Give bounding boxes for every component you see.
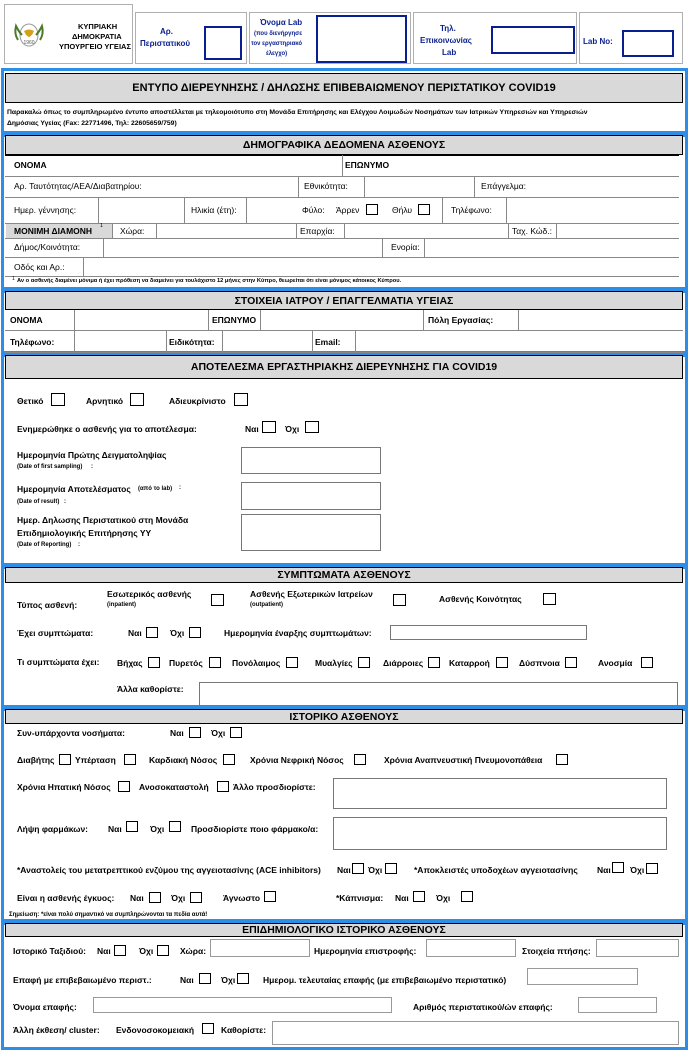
- lab-no-label: Lab No:: [583, 37, 613, 46]
- last-contact-field[interactable]: [527, 968, 638, 985]
- symptom-cough-label: Βήχας: [117, 658, 143, 668]
- community-label: Ασθενής Κοινότητας: [439, 594, 522, 604]
- demo-postcode-label: Ταχ. Κώδ.:: [512, 226, 553, 236]
- contact-no-label: Όχι: [221, 975, 236, 985]
- liver-checkbox[interactable]: [118, 781, 130, 792]
- demo-name-label: ΟΝΟΜΑ: [14, 160, 47, 170]
- immuno-label: Ανοσοκαταστολή: [139, 782, 209, 792]
- flight-field[interactable]: [596, 939, 679, 957]
- fever-checkbox[interactable]: [209, 657, 221, 668]
- symptom-diarrhea-label: Διάρροιες: [383, 658, 424, 668]
- pregnant-no-label: Όχι: [171, 893, 186, 903]
- resp-label: Χρόνια Αναπνευστική Πνευμονοπάθεια: [384, 755, 543, 765]
- travel-country-field[interactable]: [210, 939, 310, 957]
- meds-yes-label: Ναι: [108, 824, 122, 834]
- colon: :: [91, 464, 93, 470]
- other-symptoms-field[interactable]: [199, 682, 678, 706]
- contact-yes-label: Ναι: [180, 975, 194, 985]
- informed-no-checkbox[interactable]: [305, 421, 319, 433]
- demo-dob-label: Ημερ. γέννησης:: [14, 205, 77, 215]
- smoking-yes-label: Ναι: [395, 893, 409, 903]
- male-checkbox[interactable]: [366, 204, 378, 215]
- travel-no-checkbox[interactable]: [157, 945, 169, 956]
- ace-yes-checkbox[interactable]: [352, 863, 364, 874]
- result-date-label: Ημερομηνία Αποτελέσματος: [17, 484, 131, 494]
- coat-of-arms-icon: [10, 18, 48, 52]
- header: [0, 0, 689, 68]
- rule: [355, 330, 356, 352]
- smoking-no-label: Όχι: [436, 893, 451, 903]
- negative-checkbox[interactable]: [130, 393, 144, 406]
- meds-spec-label: Προσδιορίστε ποιο φάρμακο/α:: [191, 824, 319, 834]
- epi-title: ΕΠΙΔΗΜΙΟΛΟΓΙΚΟ ΙΣΤΟΡΙΚΟ ΑΣΘΕΝΟΥΣ: [5, 923, 683, 937]
- other-disease-field[interactable]: [333, 778, 667, 809]
- demo-district-label: Επαρχία:: [300, 226, 335, 236]
- nosocomial-checkbox[interactable]: [202, 1023, 214, 1034]
- pregnant-unknown-label: Άγνωστο: [223, 893, 261, 903]
- lab-name-label-2: (που διενήργησε: [254, 31, 303, 37]
- doctor-city-label: Πόλη Εργασίας:: [428, 315, 494, 325]
- demo-title: ΔΗΜΟΓΡΑΦΙΚΑ ΔΕΔΟΜΕΝΑ ΑΣΘΕΝΟΥΣ: [5, 135, 683, 155]
- symptom-anosmia-label: Ανοσμία: [598, 658, 633, 668]
- svg-text:1960: 1960: [23, 40, 35, 46]
- meds-no-label: Όχι: [150, 824, 165, 834]
- meds-no-checkbox[interactable]: [169, 821, 181, 832]
- doctor-title: ΣΤΟΙΧΕΙΑ ΙΑΤΡΟΥ / ΕΠΑΓΓΕΛΜΑΤΙΑ ΥΓΕΙΑΣ: [5, 291, 683, 310]
- rule: [506, 197, 507, 223]
- demo-residence-label: ΜΟΝΙΜΗ ΔΙΑΜΟΝΗ: [14, 226, 93, 236]
- symptom-rhinorrhea-label: Καταρροή: [449, 658, 490, 668]
- smoking-label: *Κάπνισμα:: [336, 893, 384, 903]
- inpatient-checkbox[interactable]: [211, 594, 224, 606]
- demo-age-label: Ηλικία (έτη):: [191, 205, 237, 215]
- report-date-label-1: Ημερ. Δηλωσης Περιστατικού στη Μονάδα: [17, 515, 189, 525]
- sampling-date-label: Ημερομηνία Πρώτης Δειγματοληψίας: [17, 450, 167, 460]
- comorb-no-label: Όχι: [211, 728, 226, 738]
- demo-surname-label: ΕΠΩΝΥΜΟ: [345, 160, 390, 170]
- rule: [166, 330, 167, 352]
- demo-sex-label: Φύλο:: [302, 205, 325, 215]
- has-symptoms-yes-checkbox[interactable]: [146, 627, 158, 638]
- lab-title: ΑΠΟΤΕΛΕΣΜΑ ΕΡΓΑΣΤΗΡΙΑΚΗΣ ΔΙΕΡΕΥΝΗΣΗΣ ΓΙΑ COVID19: [5, 355, 683, 379]
- rule: [5, 330, 683, 331]
- rule: [5, 176, 679, 177]
- smoking-yes-checkbox[interactable]: [413, 891, 425, 902]
- diarrhea-checkbox[interactable]: [428, 657, 440, 668]
- lab-no-field[interactable]: [622, 30, 674, 57]
- positive-checkbox[interactable]: [51, 393, 65, 406]
- pregnant-unknown-checkbox[interactable]: [264, 891, 276, 902]
- rule: [382, 238, 383, 257]
- sampling-date-en: (Date of first sampling): [17, 464, 83, 470]
- report-date-en: (Date of Reporting): [17, 542, 72, 548]
- anosmia-checkbox[interactable]: [641, 657, 653, 668]
- instructions-line-2: Δημόσιας Υγείας (Fax: 22771496, Τηλ: 22605659/759): [7, 120, 177, 127]
- lab-phone-label-2: Επικοινωνίας: [420, 36, 472, 45]
- rule: [442, 197, 443, 223]
- smoking-no-checkbox[interactable]: [461, 891, 473, 902]
- contact-case-label: Αριθμός περιστατικού/ών επαφής:: [413, 1002, 553, 1012]
- ace-no-label: Όχι: [368, 865, 383, 875]
- rule: [556, 223, 557, 238]
- colon: :: [78, 542, 80, 548]
- comorb-label: Συν-υπάρχοντα νοσήματα:: [17, 728, 125, 738]
- comorb-yes-checkbox[interactable]: [189, 727, 201, 738]
- instructions-line-1: Παρακαλώ όπως το συμπληρωμένο έντυπο αποστέλλεται με τηλεομοιότυπο στη Μονάδα Επιτήρησης και Ελέγχου Λοιμωδών Νοσημάτων των Ιατρικών Υπηρεσιών και Υπηρεσιών: [7, 109, 588, 116]
- demo-occupation-label: Επάγγελμα:: [481, 181, 527, 191]
- lab-name-label-4: έλεγχο): [266, 51, 288, 57]
- lab-name-label-1: Όνομα Lab: [260, 18, 303, 27]
- report-date-label-2: Επιδημιολογικής Επιτήρησης ΥΥ: [17, 528, 152, 538]
- arb-yes-checkbox[interactable]: [612, 862, 624, 873]
- ace-no-checkbox[interactable]: [385, 863, 397, 874]
- specify-label: Καθορίστε:: [221, 1025, 267, 1035]
- renal-checkbox[interactable]: [354, 754, 366, 765]
- rule: [74, 310, 75, 352]
- travel-label: Ιστορικό Ταξιδιού:: [13, 946, 86, 956]
- doctor-phone-label: Τηλέφωνο:: [10, 337, 55, 347]
- meds-yes-checkbox[interactable]: [126, 821, 138, 832]
- other-disease-label: Άλλο προσδιορίστε:: [233, 782, 316, 792]
- informed-label: Ενημερώθηκε ο ασθενής για το αποτέλεσμα:: [17, 424, 197, 434]
- rule: [83, 257, 84, 276]
- demo-municipality-label: Δήμος/Κοινότητα:: [14, 242, 81, 252]
- symptoms-title: ΣΥΜΠΤΩΜΑΤΑ ΑΣΘΕΝΟΥΣ: [5, 567, 683, 583]
- rule: [208, 310, 209, 330]
- case-no-field[interactable]: [204, 26, 242, 60]
- lab-phone-field[interactable]: [491, 26, 575, 54]
- inpatient-label: Εσωτερικός ασθενής: [107, 589, 192, 599]
- which-symptoms-label: Τι συμπτώματα έχει:: [17, 657, 100, 667]
- outpatient-checkbox[interactable]: [393, 594, 406, 606]
- rule: [112, 223, 113, 238]
- result-date-paren: (από το lab): [138, 486, 173, 492]
- contact-name-label: Όνομα επαφής:: [13, 1002, 77, 1012]
- cough-checkbox[interactable]: [148, 657, 160, 668]
- rule: [5, 352, 683, 353]
- doctor-email-label: Email:: [315, 337, 341, 347]
- arb-no-label: Όχι: [630, 865, 645, 875]
- rule: [474, 176, 475, 197]
- demo-footnote: Αν ο ασθενής διαμένει μόνιμα ή έχει πρόθεση να διαμείνει για τουλάχιστο 12 μήνες στην Κύπρο, θεωρείται ότι είναι μόνιμος κάτοικος Κύπρου.: [17, 278, 402, 284]
- rule: [298, 176, 299, 197]
- org-line-3: ΥΠΟΥΡΓΕΙΟ ΥΓΕΙΑΣ: [59, 42, 131, 51]
- lab-name-field[interactable]: [316, 15, 407, 63]
- rule: [5, 257, 679, 258]
- inpatient-en: (inpatient): [107, 602, 136, 608]
- has-symptoms-yes-label: Ναι: [128, 628, 142, 638]
- rule: [98, 197, 99, 223]
- specify-field[interactable]: [272, 1021, 679, 1045]
- pregnant-yes-label: Ναι: [130, 893, 144, 903]
- female-checkbox[interactable]: [418, 204, 430, 215]
- outpatient-label: Ασθενής Εξωτερικών Ιατρείων: [250, 589, 373, 599]
- case-no-label-1: Αρ.: [160, 27, 173, 36]
- informed-yes-label: Ναι: [245, 424, 259, 434]
- symptom-fever-label: Πυρετός: [169, 658, 203, 668]
- nosocomial-label: Ενδονοσοκομειακή: [116, 1025, 195, 1035]
- pregnant-yes-checkbox[interactable]: [149, 892, 161, 903]
- footnote-num: 1: [12, 276, 15, 282]
- hypertension-checkbox[interactable]: [124, 754, 136, 765]
- contact-case-field[interactable]: [578, 997, 657, 1013]
- demo-id-label: Αρ. Ταυτότητας/ΑΕΑ/Διαβατηρίου:: [14, 181, 142, 191]
- history-note: Σημείωση: *είναι πολύ σημαντικό να συμπληρώνονται τα πεδία αυτά!: [9, 912, 208, 918]
- arb-no-checkbox[interactable]: [646, 863, 658, 874]
- rule: [344, 223, 345, 238]
- rule: [342, 155, 343, 176]
- residence-sup: 1: [100, 223, 104, 229]
- colon: :: [179, 485, 181, 491]
- symptom-dyspnea-label: Δύσπνοια: [519, 658, 560, 668]
- positive-label: Θετικό: [17, 396, 44, 406]
- demo-country-label: Χώρα:: [120, 226, 145, 236]
- doctor-specialty-label: Ειδικότητα:: [169, 337, 215, 347]
- rule: [296, 223, 297, 238]
- unclear-label: Αδιευκρίνιστο: [169, 396, 226, 406]
- demo-female-label: Θήλυ: [392, 205, 413, 215]
- doctor-surname-label: ΕΠΩΝΥΜΟ: [212, 315, 257, 325]
- sampling-date-field[interactable]: [241, 447, 381, 474]
- ace-label: *Αναστολείς του μετατρεπτικού ενζύμου της αγγειοτασίνης (ACE inhibitors): [17, 865, 321, 875]
- form-title: ΕΝΤΥΠΟ ΔΙΕΡΕΥΝΗΣΗΣ / ΔΗΛΩΣΗΣ ΕΠΙΒΕΒΑΙΩΜΕΝΟΥ ΠΕΡΙΣΤΑΤΙΚΟΥ COVID19: [5, 73, 683, 103]
- history-frame: [1, 708, 688, 922]
- cardiac-label: Καρδιακή Νόσος: [149, 755, 218, 765]
- resp-checkbox[interactable]: [556, 754, 568, 765]
- history-title: ΙΣΤΟΡΙΚΟ ΑΣΘΕΝΟΥΣ: [5, 709, 683, 724]
- contact-yes-checkbox[interactable]: [199, 973, 211, 984]
- comorb-yes-label: Ναι: [170, 728, 184, 738]
- renal-label: Χρόνια Νεφρική Νόσος: [250, 755, 344, 765]
- travel-country-label: Χώρα:: [180, 946, 207, 956]
- rule: [222, 330, 223, 352]
- negative-label: Αρνητικό: [86, 396, 124, 406]
- outpatient-en: (outpatient): [250, 602, 283, 608]
- contact-no-checkbox[interactable]: [237, 973, 249, 984]
- onset-field[interactable]: [390, 625, 587, 640]
- rule: [423, 310, 424, 330]
- last-contact-label: Ημερομ. τελευταίας επαφής (με επιβεβαιωμένο περιστατικό): [263, 975, 507, 985]
- rule: [246, 197, 247, 223]
- other-symptoms-label: Άλλα καθορίστε:: [117, 684, 184, 694]
- demo-street-label: Οδός και Αρ.:: [14, 262, 65, 272]
- result-date-en: (Date of result): [17, 499, 60, 505]
- travel-yes-label: Ναι: [97, 946, 111, 956]
- community-checkbox[interactable]: [543, 593, 556, 605]
- org-line-1: ΚΥΠΡΙΑΚΗ: [78, 22, 118, 31]
- return-date-field[interactable]: [426, 939, 516, 957]
- unclear-checkbox[interactable]: [234, 393, 248, 406]
- has-symptoms-label: Έχει συμπτώματα:: [17, 628, 94, 638]
- result-date-field[interactable]: [241, 482, 381, 510]
- informed-yes-checkbox[interactable]: [262, 421, 276, 433]
- pregnant-no-checkbox[interactable]: [190, 892, 202, 903]
- report-date-field[interactable]: [241, 514, 381, 551]
- demo-parish-label: Ενορία:: [391, 242, 420, 252]
- travel-no-label: Όχι: [139, 946, 154, 956]
- symptom-myalgia-label: Μυαλγίες: [315, 658, 353, 668]
- rule: [518, 310, 519, 330]
- rule: [5, 238, 679, 239]
- has-symptoms-no-checkbox[interactable]: [189, 627, 201, 638]
- demo-phone-label: Τηλέφωνο:: [451, 205, 492, 215]
- lab-name-label-3: τον εργαστηριακό: [251, 41, 303, 47]
- arb-label: *Αποκλειστές υποδοχέων αγγειοτασίνης: [414, 865, 578, 875]
- myalgia-checkbox[interactable]: [358, 657, 370, 668]
- rule: [424, 238, 425, 257]
- lab-phone-label-1: Τηλ.: [440, 24, 456, 33]
- rule: [156, 223, 157, 238]
- contact-label: Επαφή με επιβεβαιωμένο περιστ.:: [13, 975, 152, 985]
- cardiac-checkbox[interactable]: [223, 754, 235, 765]
- travel-yes-checkbox[interactable]: [114, 945, 126, 956]
- patient-type-label: Τύπος ασθενή:: [17, 600, 78, 610]
- has-symptoms-no-label: Όχι: [170, 628, 185, 638]
- demo-male-label: Άρρεν: [336, 205, 360, 215]
- ace-yes-label: Ναι: [337, 865, 351, 875]
- case-no-label-2: Περιστατικού: [140, 39, 191, 48]
- rule: [5, 197, 679, 198]
- diabetes-checkbox[interactable]: [59, 754, 71, 765]
- rule: [364, 176, 365, 197]
- immuno-checkbox[interactable]: [217, 781, 229, 792]
- arb-yes-label: Ναι: [597, 865, 611, 875]
- symptom-sore-throat-label: Πονόλαιμος: [232, 658, 281, 668]
- org-line-2: ΔΗΜΟΚΡΑΤΙΑ: [72, 32, 122, 41]
- pregnant-label: Είναι η ασθενής έγκυος:: [17, 893, 115, 903]
- liver-label: Χρόνια Ηπατική Νόσος: [17, 782, 111, 792]
- diabetes-label: Διαβήτης: [17, 755, 55, 765]
- cluster-label: Άλλη έκθεση/ cluster:: [13, 1025, 100, 1035]
- hypertension-label: Υπέρταση: [75, 755, 116, 765]
- rule: [184, 197, 185, 223]
- meds-label: Λήψη φαρμάκων:: [17, 824, 89, 834]
- meds-spec-field[interactable]: [333, 817, 667, 850]
- rule: [260, 310, 261, 330]
- contact-name-field[interactable]: [93, 997, 392, 1013]
- comorb-no-checkbox[interactable]: [230, 727, 242, 738]
- informed-no-label: Όχι: [285, 424, 300, 434]
- rule: [103, 238, 104, 257]
- rule: [5, 276, 679, 277]
- demo-nationality-label: Εθνικότητα:: [304, 181, 348, 191]
- colon: :: [64, 499, 66, 505]
- rule: [508, 223, 509, 238]
- doctor-name-label: ΟΝΟΜΑ: [10, 315, 43, 325]
- return-date-label: Ημερομηνία επιστροφής:: [314, 946, 417, 956]
- lab-phone-label-3: Lab: [442, 48, 457, 57]
- dyspnea-checkbox[interactable]: [565, 657, 577, 668]
- rule: [312, 330, 313, 352]
- flight-label: Στοιχεία πτήσης:: [522, 946, 591, 956]
- sore-throat-checkbox[interactable]: [286, 657, 298, 668]
- onset-label: Ημερομηνία έναρξης συμπτωμάτων:: [224, 628, 372, 638]
- rhinorrhea-checkbox[interactable]: [496, 657, 508, 668]
